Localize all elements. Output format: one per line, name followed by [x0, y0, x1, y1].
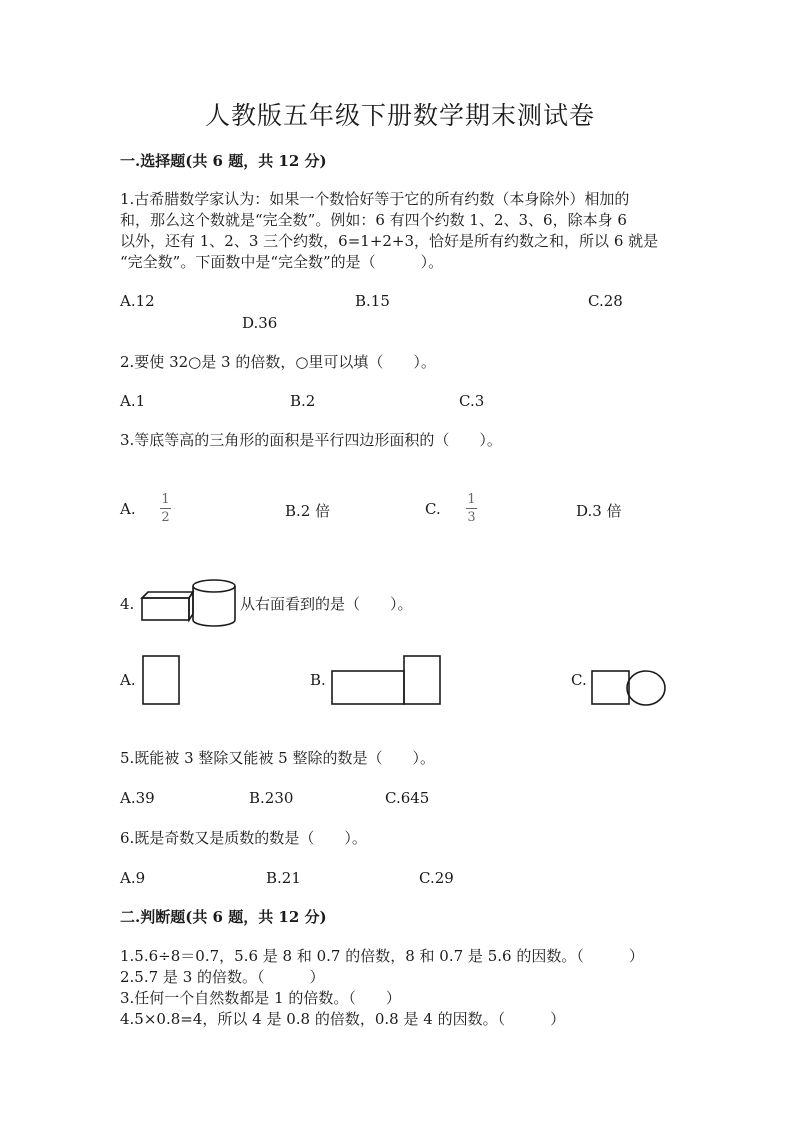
fraction-denominator: 2	[161, 510, 170, 525]
question-3-text: 3.等底等高的三角形的面积是平行四边形面积的（ ）。	[120, 431, 502, 449]
section-heading-choice: 一.选择题(共 6 题，共 12 分)	[120, 152, 327, 170]
question-4-option-a-view	[142, 655, 182, 707]
section-heading-judgement: 二.判断题(共 6 题，共 12 分)	[120, 908, 327, 926]
view-long-rectangle	[332, 671, 404, 704]
judgement-item-4: 4.5×0.8=4，所以 4 是 0.8 的倍数，0.8 是 4 的因数。（ ）	[120, 1010, 566, 1028]
judgement-item-2: 2.5.7 是 3 的倍数。（ ）	[120, 968, 325, 986]
view-rectangle	[143, 656, 179, 704]
question-4-number: 4.	[120, 595, 135, 613]
question-5-option-a[interactable]: A.39	[120, 789, 155, 807]
question-3-option-d[interactable]: D.3 倍	[576, 502, 622, 520]
question-1-option-d[interactable]: D.36	[242, 314, 278, 332]
question-2-option-b[interactable]: B.2	[290, 392, 316, 410]
question-3-option-a-label[interactable]: A.	[120, 500, 136, 518]
fraction-numerator: 1	[467, 492, 476, 507]
question-6-option-c[interactable]: C.29	[419, 869, 454, 887]
question-6-text: 6.既是奇数又是质数的数是（ ）。	[120, 829, 367, 847]
fraction-denominator: 3	[467, 510, 476, 525]
judgement-item-1: 1.5.6÷8＝0.7，5.6 是 8 和 0.7 的倍数，8 和 0.7 是 5.6 的因数。（ ）	[120, 947, 644, 965]
question-2-option-c[interactable]: C.3	[459, 392, 485, 410]
fraction-numerator: 1	[161, 492, 170, 507]
question-2-text: 2.要使 32○是 3 的倍数，○里可以填（ ）。	[120, 353, 436, 371]
question-1-option-b[interactable]: B.15	[355, 292, 390, 310]
question-1-line-1: 1.古希腊数学家认为：如果一个数恰好等于它的所有约数（本身除外）相加的	[120, 190, 630, 208]
fraction-bar	[466, 508, 477, 509]
question-5-option-c[interactable]: C.645	[385, 789, 430, 807]
question-5-option-b[interactable]: B.230	[249, 789, 294, 807]
page-title: 人教版五年级下册数学期末测试卷	[204, 101, 595, 130]
question-1-line-4: “完全数”。下面数中是“完全数”的是（ ）。	[120, 253, 444, 271]
question-1-option-a[interactable]: A.12	[120, 292, 155, 310]
view-tall-rectangle	[404, 656, 440, 704]
question-4-option-a[interactable]: A.	[120, 671, 136, 689]
question-4-text: 从右面看到的是（ ）。	[240, 595, 413, 613]
question-4-option-b-view	[331, 655, 443, 707]
question-4-option-b[interactable]: B.	[310, 671, 326, 689]
question-1-line-2: 和，那么这个数就是“完全数”。例如：6 有四个约数 1、2、3、6，除本身 6	[120, 211, 627, 229]
question-3-option-b[interactable]: B.2 倍	[285, 502, 331, 520]
question-3-option-a-fraction	[160, 492, 171, 525]
question-6-option-b[interactable]: B.21	[266, 869, 301, 887]
cuboid-front-face	[142, 598, 189, 620]
cuboid-top-face	[142, 592, 193, 598]
question-1-option-c[interactable]: C.28	[588, 292, 623, 310]
question-4-option-c-view	[591, 668, 669, 708]
cylinder-bottom	[193, 620, 235, 626]
question-4-option-c[interactable]: C.	[571, 671, 587, 689]
view-circle	[627, 671, 665, 705]
fraction-bar	[160, 508, 171, 509]
question-3-option-c-label[interactable]: C.	[425, 500, 441, 518]
view-square	[592, 671, 629, 704]
question-5-text: 5.既能被 3 整除又能被 5 整除的数是（ ）。	[120, 749, 435, 767]
question-6-option-a[interactable]: A.9	[120, 869, 146, 887]
judgement-item-3: 3.任何一个自然数都是 1 的倍数。（ ）	[120, 989, 401, 1007]
cylinder-top	[193, 580, 235, 592]
question-2-option-a[interactable]: A.1	[120, 392, 146, 410]
question-4-solid-figure	[140, 578, 240, 632]
question-1-line-3: 以外，还有 1、2、3 三个约数，6=1+2+3，恰好是所有约数之和，所以 6 就是	[120, 232, 659, 250]
question-3-option-c-fraction	[466, 492, 477, 525]
